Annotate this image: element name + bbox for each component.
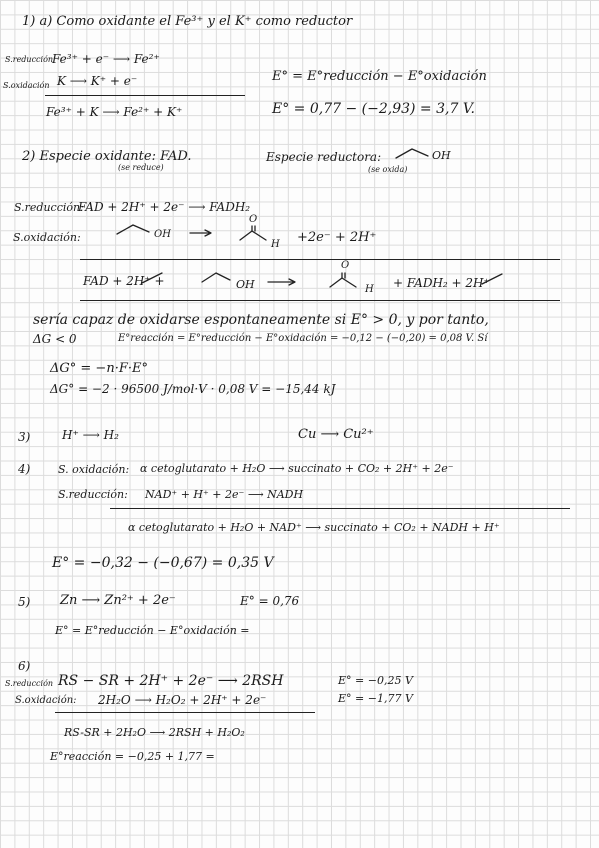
p4-sum-line [110, 508, 570, 509]
p2-global-lhs: FAD + 2H⁺ + [83, 274, 165, 288]
acetaldehyde-skeleton-icon [238, 226, 274, 244]
p5-oxidation-potential: E° = 0,76 [240, 594, 300, 608]
p2-top-sum-line [80, 259, 560, 260]
problem-1-title: 1) a) Como oxidante el Fe³⁺ y el K⁺ como reductor [22, 14, 353, 29]
p6-number: 6) [18, 659, 31, 673]
p1-reduction-equation: Fe³⁺ + e⁻ ⟶ Fe²⁺ [52, 52, 160, 66]
p4-potential: E° = −0,32 − (−0,67) = 0,35 V [52, 555, 274, 571]
p2-aldehyde-o: O [249, 214, 258, 225]
p2-oxidant-note: (se reduce) [118, 163, 164, 172]
p1-potential-formula: E° = E°reducción − E°oxidación [272, 69, 487, 84]
p6-reduction-label: S.reducción [5, 679, 54, 688]
p2-global-aldehyde-h: H [365, 284, 374, 295]
p1-reduction-label: S.reducción [5, 55, 54, 64]
arrow-icon [190, 229, 214, 237]
p2-bottom-sum-line [80, 300, 560, 301]
acetaldehyde-skeleton-icon [328, 273, 364, 291]
p6-reduction-equation: RS − SR + 2H⁺ + 2e⁻ ⟶ 2RSH [58, 673, 284, 689]
p1-potential-calculation: E° = 0,77 − (−2,93) = 3,7 V. [272, 101, 475, 117]
p5-zinc-equation: Zn ⟶ Zn²⁺ + 2e⁻ [60, 593, 176, 608]
p2-reductant-oh: OH [432, 149, 451, 162]
ethanol-skeleton-icon [115, 222, 155, 236]
p2-oxidation-rhs: +2e⁻ + 2H⁺ [297, 230, 377, 245]
p2-oxidation-label: S.oxidación: [13, 231, 81, 244]
p2-reductant: Especie reductora: [266, 150, 382, 164]
p2-global-oh: OH [236, 278, 255, 291]
p5-number: 5) [18, 595, 31, 609]
p1-oxidation-equation: K ⟶ K⁺ + e⁻ [57, 74, 138, 88]
p2-dg-calculation: ΔG° = −2 · 96500 J/mol·V · 0,08 V = −15,44 kJ [50, 382, 336, 396]
strike-mark-icon [140, 271, 166, 285]
p2-oxidation-oh: OH [154, 229, 171, 240]
p2-dg-formula: ΔG° = −n·F·E° [50, 361, 148, 376]
p2-dg-condition: ΔG < 0 [33, 332, 77, 346]
p4-oxidation-label: S. oxidación: [58, 463, 130, 476]
p6-oxidation-equation: 2H₂O ⟶ H₂O₂ + 2H⁺ + 2e⁻ [98, 693, 267, 707]
p6-final-potential: E°reacción = −0,25 + 1,77 = [50, 750, 215, 763]
p2-conclusion: sería capaz de oxidarse espontaneamente si E° > 0, y por tanto, [33, 312, 489, 328]
p6-sum-line [55, 712, 315, 713]
p1-oxidation-label: S.oxidación [3, 81, 50, 90]
p4-reduction-label: S.reducción: [58, 488, 128, 501]
p2-oxidant: 2) Especie oxidante: FAD. [22, 149, 192, 164]
p2-aldehyde-h: H [271, 239, 280, 250]
p2-reduction-equation: FAD + 2H⁺ + 2e⁻ ⟶ FADH₂ [78, 200, 251, 214]
arrow-icon [268, 278, 298, 286]
p3-hydrogen: H⁺ ⟶ H₂ [62, 428, 119, 442]
p6-oxidation-potential: E° = −1,77 V [338, 692, 413, 705]
p6-global-equation: RS-SR + 2H₂O ⟶ 2RSH + H₂O₂ [64, 726, 245, 739]
p3-copper: Cu ⟶ Cu²⁺ [298, 427, 374, 442]
p6-oxidation-label: S.oxidación: [15, 695, 77, 706]
p4-global-equation: α cetoglutarato + H₂O + NAD⁺ ⟶ succinato + CO₂ + NADH + H⁺ [128, 521, 500, 534]
p1-sum-line [45, 95, 245, 96]
p2-reductant-note: (se oxida) [368, 165, 408, 174]
p2-global-aldehyde-o: O [341, 260, 350, 271]
ethanol-skeleton-icon [200, 270, 236, 284]
p2-global-rhs: + FADH₂ + 2H⁺ [393, 276, 490, 290]
p2-reaction-potential: E°reacción = E°reducción − E°oxidación = −0,12 − (−0,20) = 0,08 V. Sí [118, 333, 488, 344]
p5-formula: E° = E°reducción − E°oxidación = [55, 624, 250, 637]
ethanol-skeleton-icon [394, 146, 434, 160]
p4-oxidation-equation: α cetoglutarato + H₂O ⟶ succinato + CO₂ + 2H⁺ + 2e⁻ [140, 462, 454, 475]
p4-number: 4) [18, 462, 31, 476]
strike-mark-icon [480, 272, 506, 286]
p4-reduction-equation: NAD⁺ + H⁺ + 2e⁻ ⟶ NADH [145, 488, 304, 501]
p6-reduction-potential: E° = −0,25 V [338, 674, 413, 687]
p1-global-equation: Fe³⁺ + K ⟶ Fe²⁺ + K⁺ [46, 105, 183, 119]
p3-number: 3) [18, 430, 31, 444]
p2-reduction-label: S.reducción: [14, 201, 84, 214]
